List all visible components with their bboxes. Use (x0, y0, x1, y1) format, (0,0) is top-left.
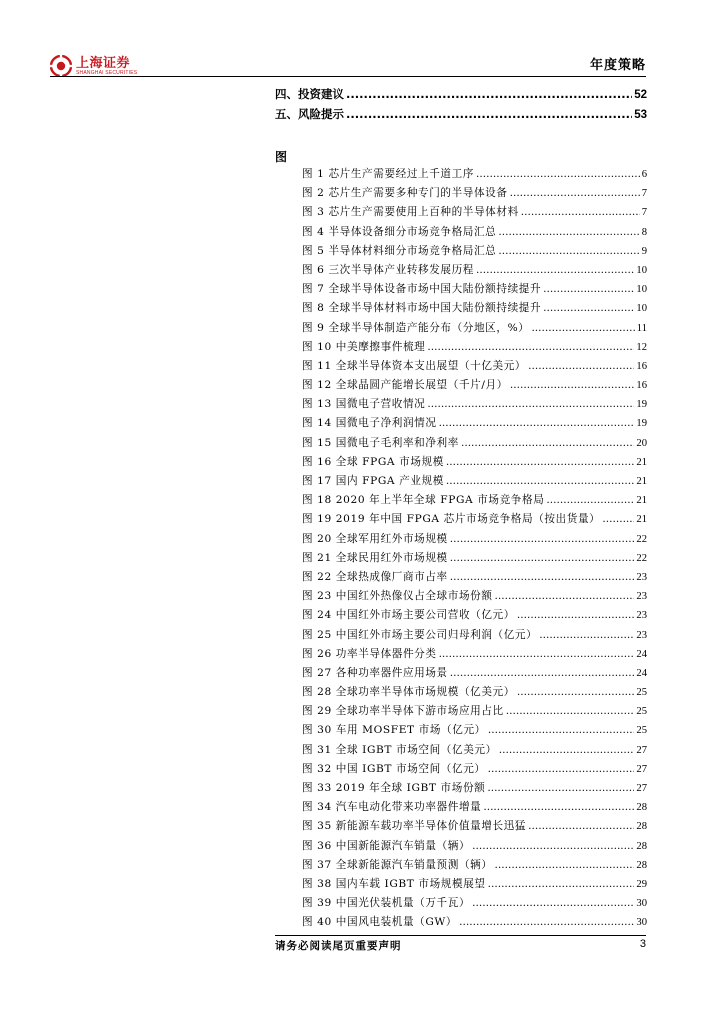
figure-title: 图 5 半导体材料细分市场竞争格局汇总 (302, 244, 497, 257)
toc-leader-dots (488, 878, 635, 890)
figure-entry[interactable] (302, 914, 647, 933)
figure-title: 图 1 芯片生产需要经过上千道工序 (302, 168, 474, 180)
figure-title: 图 3 芯片生产需要使用上百种的半导体材料 (302, 206, 519, 219)
figure-page: 23 (636, 571, 647, 583)
figure-entry[interactable] (302, 454, 647, 473)
figure-title: 图 18 2020 年上半年全球 FPGA 市场竞争格局 (302, 494, 545, 507)
figure-title: 图 35 新能源车载功率半导体价值量增长迅猛 (302, 820, 527, 833)
figure-page: 16 (636, 380, 647, 392)
figure-title: 图 8 全球半导体材料市场中国大陆份额持续提升 (302, 302, 542, 315)
figure-title: 图 27 各种功率器件应用场景 (302, 666, 448, 679)
toc-leader-dots (476, 168, 640, 180)
toc-leader-dots (499, 744, 635, 756)
figure-entry[interactable] (302, 588, 647, 607)
figure-entry[interactable] (302, 243, 647, 262)
toc-leader-dots (472, 897, 634, 909)
figure-page: 20 (636, 437, 647, 449)
figure-page: 8 (641, 226, 647, 238)
toc-section-entry[interactable] (275, 86, 647, 106)
toc-leader-dots (472, 840, 634, 852)
figure-title: 图 30 车用 MOSFET 市场（亿元） (302, 724, 486, 737)
toc-leader-dots (543, 302, 634, 314)
page-number: 3 (639, 938, 646, 950)
header-divider (50, 76, 646, 77)
toc-leader-dots (446, 456, 635, 468)
document-type: 年度策略 (589, 58, 646, 73)
figure-entry[interactable] (302, 646, 647, 665)
figure-title: 图 9 全球半导体制造产能分布（分地区，%） (302, 321, 530, 334)
figure-title: 图 25 中国红外市场主要公司归母利润（亿元） (302, 628, 538, 641)
figure-entry[interactable] (302, 300, 647, 319)
figure-page: 24 (636, 648, 647, 660)
figure-entry[interactable] (302, 204, 647, 223)
toc-leader-dots (543, 283, 634, 295)
figure-entry[interactable] (302, 838, 647, 857)
figure-title: 图 11 全球半导体资本支出展望（十亿美元） (302, 359, 527, 372)
figure-entry[interactable] (302, 435, 647, 454)
toc-leader-dots (483, 801, 634, 813)
figure-entry[interactable] (302, 818, 647, 837)
toc-leader-dots (476, 264, 634, 276)
figure-title: 图 15 国微电子毛利率和净利率 (302, 436, 459, 449)
figure-entry[interactable] (302, 281, 647, 300)
figure-page: 25 (636, 687, 647, 699)
figure-page: 22 (636, 533, 647, 545)
figure-title: 图 38 国内车载 IGBT 市场规模展望 (302, 877, 486, 890)
figure-page: 21 (636, 476, 647, 487)
toc-leader-dots (528, 820, 634, 832)
figure-page: 30 (636, 917, 647, 929)
figure-title: 图 24 中国红外市场主要公司营收（亿元） (302, 609, 515, 622)
figure-title: 图 20 全球军用红外市场规模 (302, 532, 448, 545)
figure-title: 图 14 国微电子净利润情况 (302, 417, 437, 430)
figure-page: 11 (636, 322, 647, 334)
toc-leader-dots (531, 322, 634, 334)
figure-title: 图 16 全球 FPGA 市场规模 (302, 455, 444, 468)
page-header (0, 0, 724, 80)
figure-title: 图 12 全球晶圆产能增长展望（千片/月） (302, 379, 508, 392)
toc-leader-dots (346, 107, 632, 121)
toc-leader-dots (528, 360, 634, 372)
figure-page: 7 (641, 188, 647, 200)
toc-leader-dots (498, 226, 639, 238)
figure-title: 图 31 全球 IGBT 市场空间（亿美元） (302, 743, 497, 756)
figure-entry[interactable] (302, 780, 647, 799)
toc-leader-dots (546, 494, 634, 506)
toc-leader-dots (439, 648, 635, 660)
figures-heading: 图 (275, 150, 288, 164)
figure-entry[interactable] (302, 761, 647, 780)
figure-entry[interactable] (302, 895, 647, 914)
logo-emblem-icon (50, 55, 72, 77)
toc-leader-dots (510, 379, 635, 391)
figure-title: 图 4 半导体设备细分市场竞争格局汇总 (302, 225, 497, 238)
toc-section-page: 52 (634, 89, 647, 101)
figure-page: 12 (636, 341, 647, 353)
figure-title: 图 26 功率半导体器件分类 (302, 647, 437, 660)
figure-entry[interactable] (302, 358, 647, 377)
figure-page: 28 (636, 821, 647, 833)
figure-entry[interactable] (302, 742, 647, 761)
figure-page: 21 (636, 495, 647, 507)
figure-title: 图 22 全球热成像厂商市占率 (302, 570, 448, 583)
toc-leader-dots (495, 590, 635, 602)
figure-title: 图 6 三次半导体产业转移发展历程 (302, 263, 474, 276)
logo-english-name: SHANGHAI SECURITIES (76, 69, 138, 76)
toc-leader-dots (488, 724, 635, 736)
figure-entry[interactable] (302, 166, 647, 185)
figure-page: 19 (636, 418, 647, 430)
toc-leader-dots (488, 763, 635, 775)
toc-leader-dots (539, 629, 634, 641)
figure-entry[interactable] (302, 396, 647, 415)
figure-title: 图 32 中国 IGBT 市场空间（亿元） (302, 762, 486, 775)
figure-page: 29 (636, 878, 647, 890)
toc-leader-dots (427, 398, 634, 410)
figure-page: 25 (636, 725, 647, 737)
toc-leader-dots (517, 609, 634, 621)
figure-entry[interactable] (302, 320, 647, 339)
figure-page: 28 (636, 840, 647, 852)
figure-page: 21 (636, 456, 647, 468)
figure-page: 27 (636, 763, 647, 775)
figure-title: 图 33 2019 年全球 IGBT 市场份额 (302, 782, 486, 794)
figure-title: 图 36 中国新能源汽车销量（辆） (302, 839, 471, 852)
figure-page: 27 (636, 744, 647, 756)
toc-section-page: 53 (634, 109, 647, 121)
toc-leader-dots (450, 667, 635, 679)
figure-page: 25 (636, 706, 647, 718)
toc-sections (275, 86, 647, 126)
figure-title: 图 39 中国光伏装机量（万千瓦） (302, 897, 471, 910)
figure-page: 10 (636, 303, 647, 315)
figure-title: 图 28 全球功率半导体市场规模（亿美元） (302, 686, 515, 699)
toc-section-title: 四、投资建议 (275, 87, 344, 101)
figure-entry[interactable] (302, 857, 647, 876)
figure-title: 图 40 中国风电装机量（GW） (302, 916, 458, 929)
toc-section-entry[interactable] (275, 106, 647, 126)
toc-section-title: 五、风险提示 (275, 107, 344, 121)
figure-page: 28 (636, 859, 647, 871)
figure-title: 图 23 中国红外热像仪占全球市场份额 (302, 590, 493, 603)
toc-leader-dots (461, 437, 634, 449)
figure-entry[interactable] (302, 377, 647, 396)
figure-entry[interactable] (302, 339, 647, 358)
figure-page: 10 (636, 284, 647, 296)
toc-leader-dots (427, 341, 634, 353)
toc-leader-dots (495, 859, 635, 871)
figure-page: 23 (636, 610, 647, 622)
figure-entry[interactable] (302, 722, 647, 741)
toc-leader-dots (487, 782, 634, 794)
figure-entry[interactable] (302, 627, 647, 646)
figure-page: 22 (636, 552, 647, 564)
figure-entry[interactable] (302, 665, 647, 684)
toc-leader-dots (506, 705, 635, 717)
toc-leader-dots (510, 187, 640, 199)
figure-page: 16 (636, 360, 647, 372)
figure-title: 图 37 全球新能源汽车销量预测（辆） (302, 858, 493, 871)
logo-chinese-name: 上海证券 (76, 55, 131, 71)
toc-leader-dots (450, 533, 635, 545)
figure-entry[interactable] (302, 185, 647, 204)
toc-leader-dots (450, 571, 635, 583)
figure-title: 图 21 全球民用红外市场规模 (302, 551, 448, 564)
figure-title: 图 17 国内 FPGA 产业规模 (302, 475, 444, 487)
figure-page: 28 (636, 802, 647, 814)
footer-divider (275, 935, 646, 936)
figure-page: 24 (636, 667, 647, 679)
company-logo (50, 55, 137, 77)
figure-title: 图 34 汽车电动化带来功率器件增量 (302, 801, 482, 814)
toc-leader-dots (602, 513, 634, 525)
figure-page: 9 (641, 245, 647, 257)
toc-leader-dots (517, 686, 634, 698)
figure-page: 23 (636, 591, 647, 603)
figure-page: 7 (641, 207, 647, 219)
figure-page: 19 (636, 399, 647, 411)
figure-entry[interactable] (302, 492, 647, 511)
figure-page: 30 (636, 898, 647, 910)
figure-entry[interactable] (302, 224, 647, 243)
disclaimer-note: 请务必阅读尾页重要声明 (275, 940, 402, 952)
figure-entry[interactable] (302, 703, 647, 722)
figure-page: 21 (636, 514, 647, 526)
toc-leader-dots (498, 245, 639, 257)
figure-title: 图 10 中美摩擦事件梳理 (302, 340, 426, 353)
figure-entry[interactable] (302, 262, 647, 281)
figure-entry[interactable] (302, 511, 647, 530)
figure-title: 图 19 2019 年中国 FPGA 芯片市场竞争格局（按出货量） (302, 513, 601, 526)
figure-page: 10 (636, 264, 647, 276)
figure-page: 23 (636, 629, 647, 641)
figure-entry[interactable] (302, 531, 647, 550)
figure-entry[interactable] (302, 876, 647, 895)
figure-entry[interactable] (302, 415, 647, 434)
figure-entry[interactable] (302, 550, 647, 569)
toc-leader-dots (346, 87, 632, 101)
figure-entry[interactable] (302, 569, 647, 588)
toc-leader-dots (459, 916, 634, 928)
toc-leader-dots (521, 206, 640, 218)
figure-title: 图 13 国微电子营收情况 (302, 398, 426, 411)
figure-title: 图 7 全球半导体设备市场中国大陆份额持续提升 (302, 283, 542, 296)
toc-leader-dots (450, 552, 635, 564)
figure-entry[interactable] (302, 607, 647, 626)
figure-title: 图 2 芯片生产需要多种专门的半导体设备 (302, 187, 508, 200)
figure-entry[interactable] (302, 799, 647, 818)
figure-list (302, 166, 647, 934)
toc-leader-dots (439, 417, 635, 429)
toc-leader-dots (446, 475, 635, 487)
figure-page: 27 (636, 783, 647, 794)
figure-entry[interactable] (302, 473, 647, 492)
figure-page: 6 (641, 169, 647, 180)
figure-title: 图 29 全球功率半导体下游市场应用占比 (302, 705, 504, 718)
figure-entry[interactable] (302, 684, 647, 703)
